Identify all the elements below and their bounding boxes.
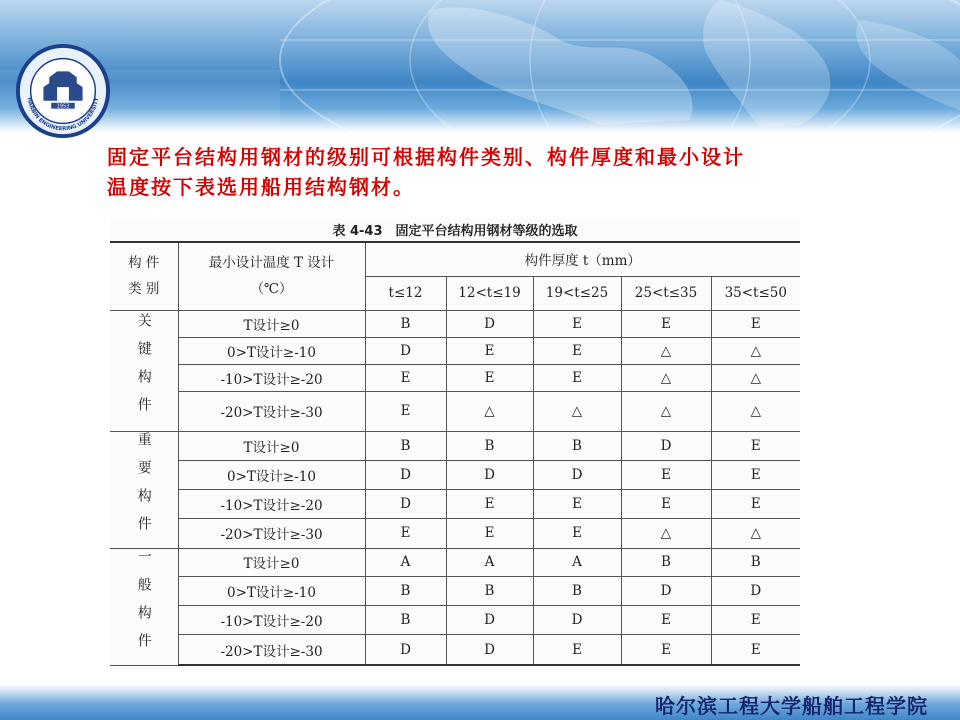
grade-cell: D [365,337,446,364]
grade-cell: E [446,519,533,548]
intro-line-1: 固定平台结构用钢材的级别可根据构件类别、构件厚度和最小设计 [107,145,745,169]
grade-cell: B [365,605,446,634]
table-row [110,431,800,460]
grade-cell: △ [711,364,800,391]
logo-year: 1953 [56,103,70,110]
grade-cell: A [533,548,621,576]
table-row [110,576,800,605]
temperature-cell: 0>T设计≥-10 [178,337,365,364]
footer-bar [0,684,960,720]
header-banner [0,0,960,132]
grade-cell: E [446,364,533,391]
table-row [110,337,800,364]
temperature-cell: 0>T设计≥-10 [178,576,365,605]
grade-cell: E [711,310,800,337]
grade-cell: A [446,548,533,576]
table-row [110,548,800,576]
temperature-cell: -20>T设计≥-30 [178,391,365,431]
grade-cell: E [621,490,711,519]
grade-cell: E [533,337,621,364]
table-row [110,490,800,519]
logo-emblem-text: HARBIN ENGINEERING UNIVERSITY [25,97,101,133]
header-category: 构 件 类 别 [110,242,178,310]
table-row [110,519,800,548]
grade-cell: B [533,431,621,460]
grade-cell: B [533,576,621,605]
grade-cell: B [446,576,533,605]
header-thickness-col: 35<t≤50 [711,276,800,310]
temperature-cell: -20>T设计≥-30 [178,635,365,665]
category-cell: 一般构件 [110,548,178,665]
grade-cell: B [711,548,800,576]
grade-cell: B [365,310,446,337]
grade-cell: A [365,548,446,576]
grade-cell: △ [533,391,621,431]
grade-cell: E [533,310,621,337]
grade-cell: E [365,519,446,548]
grade-cell: E [446,337,533,364]
header-thickness-col: t≤12 [365,276,446,310]
temperature-cell: -20>T设计≥-30 [178,519,365,548]
grade-cell: D [711,576,800,605]
footer-institution: 哈尔滨工程大学船舶工程学院 [655,694,928,718]
grade-cell: E [711,490,800,519]
table-row [110,460,800,489]
grade-cell: D [446,460,533,489]
grade-cell: D [446,635,533,665]
grade-cell: E [711,635,800,665]
grade-cell: △ [711,391,800,431]
table-caption: 表 4-43 固定平台结构用钢材等级的选取 [332,224,578,239]
grade-cell: E [533,364,621,391]
temperature-cell: T设计≥0 [178,548,365,576]
steel-grade-table-figure [110,218,800,670]
header-thickness-col: 25<t≤35 [621,276,711,310]
temperature-cell: -10>T设计≥-20 [178,605,365,634]
grade-cell: D [365,460,446,489]
grade-cell: E [711,431,800,460]
temperature-cell: T设计≥0 [178,431,365,460]
steel-grade-table [110,241,800,666]
header-row-1 [110,242,800,276]
grade-cell: B [365,431,446,460]
grade-cell: E [711,605,800,634]
temperature-cell: -10>T设计≥-20 [178,490,365,519]
header-temperature: 最小设计温度 T 设计 （℃） [178,242,365,310]
grade-cell: E [621,460,711,489]
table-row [110,605,800,634]
grade-cell: E [621,605,711,634]
table-row [110,391,800,431]
intro-line-2: 温度按下表选用船用结构钢材。 [107,175,415,199]
grade-cell: △ [446,391,533,431]
grade-cell: △ [621,364,711,391]
grade-cell: △ [621,391,711,431]
university-logo-icon [14,42,112,140]
grade-cell: B [365,576,446,605]
temperature-cell: -10>T设计≥-20 [178,364,365,391]
header-thickness: 构件厚度 t（mm） [365,242,800,276]
grade-cell: B [621,548,711,576]
grade-cell: D [621,431,711,460]
intro-paragraph [107,142,907,202]
header-thickness-col: 12<t≤19 [446,276,533,310]
grade-cell: E [365,364,446,391]
grade-cell: △ [621,519,711,548]
grade-cell: E [621,635,711,665]
grade-cell: △ [711,337,800,364]
table-row [110,310,800,337]
grade-cell: D [446,605,533,634]
category-cell: 重要构件 [110,431,178,548]
grade-cell: E [446,490,533,519]
grade-cell: E [365,391,446,431]
temperature-cell: T设计≥0 [178,310,365,337]
header-thickness-col: 19<t≤25 [533,276,621,310]
grade-cell: △ [711,519,800,548]
grade-cell: D [446,310,533,337]
grade-cell: D [533,460,621,489]
table-row [110,635,800,665]
grade-cell: E [533,519,621,548]
grade-cell: D [365,635,446,665]
grade-cell: E [621,310,711,337]
grade-cell: E [711,460,800,489]
grade-cell: D [533,605,621,634]
grade-cell: D [621,576,711,605]
grade-cell: E [533,490,621,519]
temperature-cell: 0>T设计≥-10 [178,460,365,489]
category-cell: 关键构件 [110,310,178,431]
grade-cell: B [446,431,533,460]
grade-cell: △ [621,337,711,364]
grade-cell: E [533,635,621,665]
table-row [110,364,800,391]
grade-cell: D [365,490,446,519]
globe-map-decoration [0,0,960,132]
